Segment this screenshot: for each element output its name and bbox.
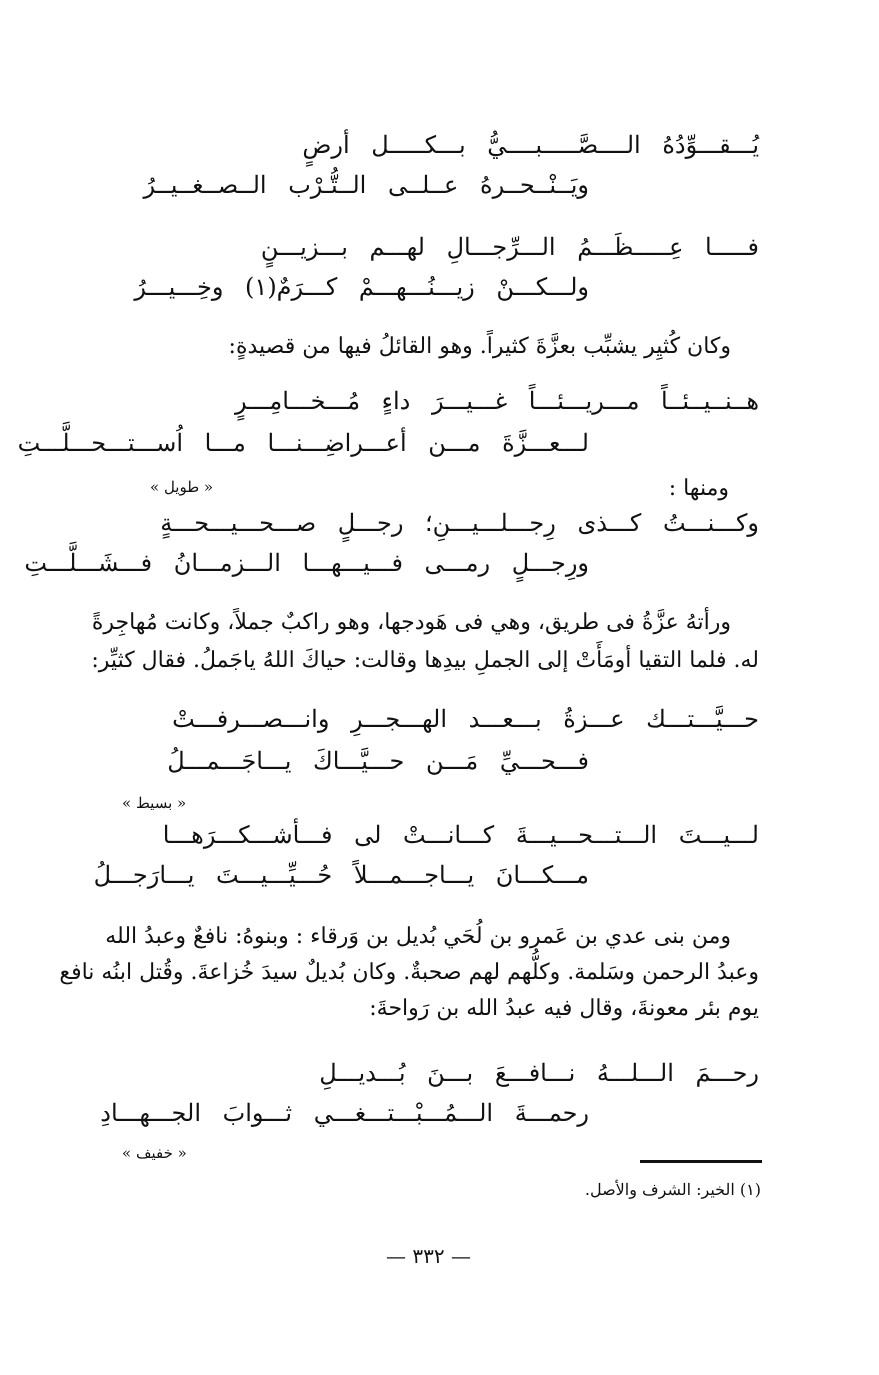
prose-line-3: ورأتهُ عزَّةُ فى طريق، وهي فى هَودجها، وهو راكبٌ جملاً، وكانت مُهاجِرةً: [91, 610, 731, 635]
verse-6-first-hemistich: لـــيـــتَ الـــتـــحـــيـــةَ كـــانـــتْ لى فـــأشـــكـــرَهـــا: [162, 821, 759, 849]
verse-7-second-hemistich: رحمـــةَ الـــمُـــبْـــتـــغـــي ثـــوابَ الجـــهـــادِ: [100, 1099, 589, 1127]
meter-label-basit: « بسيط »: [122, 794, 187, 812]
meter-label-khafif: « خفيف »: [122, 1144, 187, 1162]
verse-3-first-hemistich: هــنــيــئــاً مـــريـــئـــاً غـــيـــرَ داءٍ مُـــخـــامِـــرٍ: [235, 387, 759, 415]
prose-line-2: ومنها :: [668, 476, 729, 501]
verse-3-second-hemistich: لـــعـــزَّةَ مـــن أعـــراضِـــنـــا مـــا اُســـتـــحـــلَّـــتِ: [17, 429, 589, 457]
footnote: (١) الخير: الشرف والأصل.: [584, 1180, 761, 1199]
verse-1-first-hemistich: يُـــقـــوِّدُهُ الــــصَّـــــبــــيُّ بـــكـــــل أرضٍ: [302, 131, 759, 159]
page-number: — ٣٣٢ —: [386, 1244, 471, 1268]
prose-line-5: ومن بنى عدي بن عَمرو بن لُحَي بُديل بن وَرقاء : وبنوهُ: نافعٌ وعبدُ الله: [105, 924, 731, 949]
verse-7-first-hemistich: رحـــمَ الـــلـــهُ نـــافـــعَ بـــنَ بُـــديـــلِ: [319, 1059, 759, 1087]
verse-4-first-hemistich: وكـــنـــتُ كـــذى رِجـــلـــيـــنِ؛ رجـــلٍ صـــحـــيـــحـــةٍ: [160, 509, 759, 537]
verse-2-first-hemistich: فـــــا عِـــــظَـــمُ الـــرِّجـــالِ لهـــم بـــزيـــنٍ: [260, 233, 759, 261]
prose-line-6: وعبدُ الرحمن وسَلمة. وكلُّهم لهم صحبةٌ. وكان بُديلٌ سيدَ خُزاعةَ. وقُتل ابنُه نافع: [59, 960, 759, 985]
verse-5-second-hemistich: فـــحـــيِّ مَـــن حـــيَّـــاكَ يـــاجَـــمـــلُ: [167, 747, 589, 775]
verse-6-second-hemistich: مـــكـــانَ يـــاجـــمـــلاً حُـــيِّـــيـــتَ يـــارَجـــلُ: [93, 861, 589, 889]
verse-1-second-hemistich: ويَــنْــحــرهُ عــلــى الــتُّـرْب الــصــغــيــرُ: [143, 171, 589, 199]
verse-5-first-hemistich: حـــيَّـــتـــك عـــزةُ بـــعـــد الهـــجـــرِ وانـــصـــرفـــتْ: [172, 705, 759, 733]
verse-2-second-hemistich: ولـــكـــنْ زيـــنُـــهـــمْ كـــرَمٌ(١) وخِـــيـــرُ: [134, 273, 589, 301]
footnote-separator: [640, 1160, 762, 1163]
prose-line-1: وكان كُثيِر يشبِّب بعزَّةَ كثيراً. وهو القائلُ فيها من قصيدةٍ:: [228, 334, 731, 359]
prose-line-7: يوم بئر معونةَ، وقال فيه عبدُ الله بن رَواحةَ:: [369, 996, 759, 1021]
verse-4-second-hemistich: ورِجـــلٍ رمـــى فـــيـــهـــا الـــزمـــانُ فـــشَـــلَّـــتِ: [24, 549, 589, 577]
meter-label-tawil: « طويل »: [150, 478, 214, 496]
prose-line-4: له. فلما التقيا أومَأَتْ إلى الجملِ بيدِها وقالت: حياكَ اللهُ ياجَملُ. فقال كثيِّر:: [91, 648, 759, 673]
